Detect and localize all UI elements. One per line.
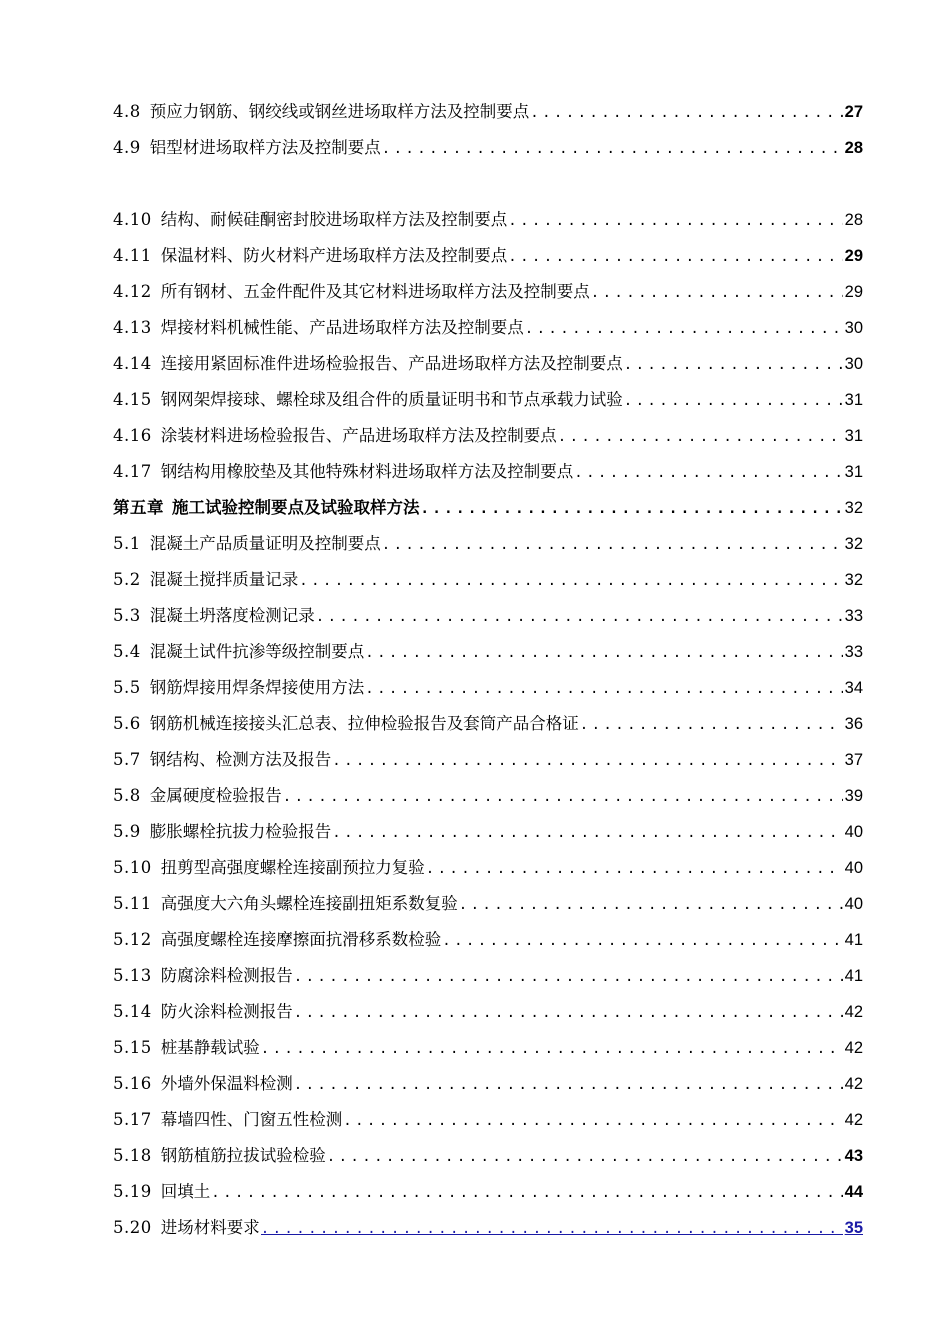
toc-entry-title: 进场材料要求: [160, 1218, 260, 1237]
toc-entry-title: 回填土: [160, 1182, 211, 1201]
toc-page-number: 31: [844, 463, 863, 481]
toc-entry-4-11[interactable]: [113, 242, 863, 270]
dot-leader: [459, 891, 843, 919]
dot-leader: [294, 1071, 843, 1099]
toc-entry-title: 混凝土试件抗渗等级控制要点: [149, 642, 365, 661]
dot-leader: [508, 207, 842, 235]
toc-entry-5-5[interactable]: [113, 674, 863, 702]
dot-leader: [332, 747, 842, 775]
toc-entry-5-15[interactable]: [113, 1034, 863, 1062]
toc-entry-4-9[interactable]: [113, 134, 863, 162]
toc-page-number: 28: [844, 139, 863, 157]
toc-entry-title: 结构、耐候硅酮密封胶进场取样方法及控制要点: [160, 210, 508, 229]
toc-entry-title: 预应力钢筋、钢绞线或钢丝进场取样方法及控制要点: [149, 102, 530, 121]
toc-entry-5-3[interactable]: [113, 602, 863, 630]
toc-page-number: 33: [844, 607, 863, 625]
toc-entry-number: 5.19: [113, 1182, 152, 1201]
toc-entry-title: 钢结构、检测方法及报告: [149, 750, 332, 769]
toc-entry-5-7[interactable]: [113, 746, 863, 774]
toc-entry-title: 焊接材料机械性能、产品进场取样方法及控制要点: [160, 318, 524, 337]
dot-leader: [261, 1035, 843, 1063]
toc-entry-number: 5.5: [113, 678, 141, 697]
toc-entry-title: 幕墙四性、门窗五性检测: [160, 1110, 343, 1129]
toc-entry-5-9[interactable]: [113, 818, 863, 846]
toc-entry-number: 4.17: [113, 462, 152, 481]
toc-entry-title: 混凝土产品质量证明及控制要点: [149, 534, 381, 553]
toc-entry-number: 4.16: [113, 426, 152, 445]
toc-entry-title: 钢网架焊接球、螺栓球及组合件的质量证明书和节点承载力试验: [160, 390, 623, 409]
toc-entry-4-13[interactable]: [113, 314, 863, 342]
toc-entry-number: 4.13: [113, 318, 152, 337]
dot-leader: [591, 279, 843, 307]
toc-entry-5-13[interactable]: [113, 962, 863, 990]
toc-entry-number: 5.11: [113, 894, 152, 913]
toc-entry-number: 5.7: [113, 750, 141, 769]
toc-entry-title: 混凝土搅拌质量记录: [149, 570, 299, 589]
toc-chapter-title: 施工试验控制要点及试验取样方法: [172, 498, 420, 517]
toc-entry-5-16[interactable]: [113, 1070, 863, 1098]
toc-entry-number: 5.2: [113, 570, 141, 589]
toc-page-number: 27: [844, 103, 863, 121]
toc-page-number: 40: [844, 895, 863, 913]
toc-page-number: 40: [844, 859, 863, 877]
toc-page-number: 36: [844, 715, 863, 733]
toc-page-number-link[interactable]: 35: [844, 1219, 863, 1237]
toc-entry-title: 扭剪型高强度螺栓连接副预拉力复验: [160, 858, 425, 877]
toc-page-number: 29: [844, 247, 863, 265]
toc-page-number: 32: [844, 535, 863, 553]
toc-page-number: 42: [844, 1039, 863, 1057]
toc-entry-number: 5.17: [113, 1110, 152, 1129]
toc-entry-title: 保温材料、防火材料产进场取样方法及控制要点: [160, 246, 508, 265]
toc-entry-number: 4.9: [113, 138, 141, 157]
toc-entry-number: 5.13: [113, 966, 152, 985]
toc-entry-5-19[interactable]: [113, 1178, 863, 1206]
toc-entry-title: 防火涂料检测报告: [160, 1002, 293, 1021]
dot-leader: [426, 855, 843, 883]
toc-page-number: 30: [844, 355, 863, 373]
toc-entry-number: 5.12: [113, 930, 152, 949]
dot-leader: [382, 531, 843, 559]
toc-entry-title: 金属硬度检验报告: [149, 786, 282, 805]
toc-entry-5-20[interactable]: [113, 1214, 863, 1242]
toc-entry-title: 高强度大六角头螺栓连接副扭矩系数复验: [160, 894, 458, 913]
toc-page-number: 41: [844, 931, 863, 949]
toc-entry-5-14[interactable]: [113, 998, 863, 1026]
toc-entry-title: 钢筋植筋拉拔试验检验: [160, 1146, 326, 1165]
toc-page-number: 42: [844, 1075, 863, 1093]
dot-leader: [316, 603, 843, 631]
dot-leader: [558, 423, 843, 451]
toc-entry-number: 5.18: [113, 1146, 152, 1165]
toc-chapter-5[interactable]: [113, 494, 863, 522]
toc-entry-5-2[interactable]: [113, 566, 863, 594]
toc-entry-number: 5.15: [113, 1038, 152, 1057]
toc-chapter-number: 第五章: [113, 498, 164, 517]
dot-leader: [382, 135, 843, 163]
toc-page-number: 44: [844, 1183, 863, 1201]
toc-entry-number: 5.1: [113, 534, 141, 553]
toc-entry-number: 5.14: [113, 1002, 152, 1021]
toc-page-number: 41: [844, 967, 863, 985]
toc-entry-title: 涂装材料进场检验报告、产品进场取样方法及控制要点: [160, 426, 557, 445]
toc-entry-title: 桩基静载试验: [160, 1038, 260, 1057]
toc-entry-number: 5.3: [113, 606, 141, 625]
toc-entry-title: 连接用紧固标准件进场检验报告、产品进场取样方法及控制要点: [160, 354, 623, 373]
toc-entry-title: 高强度螺栓连接摩擦面抗滑移系数检验: [160, 930, 442, 949]
dot-leader: [580, 711, 843, 739]
toc-page-number: 33: [844, 643, 863, 661]
toc-entry-number: 4.15: [113, 390, 152, 409]
toc-entry-number: 5.8: [113, 786, 141, 805]
toc-entry-number: 5.20: [113, 1218, 152, 1237]
dot-leader: [294, 963, 843, 991]
dot-leader: [574, 459, 842, 487]
toc-entry-title: 混凝土坍落度检测记录: [149, 606, 315, 625]
toc-entry-title: 外墙外保温料检测: [160, 1074, 293, 1093]
toc-entry-4-8[interactable]: [113, 98, 863, 126]
toc-entry-title: 钢结构用橡胶垫及其他特殊材料进场取样方法及控制要点: [160, 462, 574, 481]
toc-entry-number: 4.14: [113, 354, 152, 373]
toc-page-number: 31: [844, 427, 863, 445]
toc-entry-number: 4.10: [113, 210, 152, 229]
toc-entry-5-12[interactable]: [113, 926, 863, 954]
toc-entry-5-11[interactable]: [113, 890, 863, 918]
dot-leader: [294, 999, 843, 1027]
dot-leader: [624, 387, 843, 415]
dot-leader: [327, 1143, 843, 1171]
toc-entry-4-14[interactable]: [113, 350, 863, 378]
toc-entry-number: 5.4: [113, 642, 141, 661]
dot-leader-link[interactable]: [261, 1215, 843, 1243]
toc-entry-number: 5.6: [113, 714, 141, 733]
toc-page-number: 43: [844, 1147, 863, 1165]
toc-entry-title: 铝型材进场取样方法及控制要点: [149, 138, 381, 157]
toc-page-number: 42: [844, 1111, 863, 1129]
dot-leader: [508, 243, 842, 271]
toc-page-number: 37: [844, 751, 863, 769]
dot-leader: [332, 819, 842, 847]
toc-entry-number: 4.11: [113, 246, 152, 265]
toc-page-number: 32: [844, 571, 863, 589]
toc-entry-4-10[interactable]: [113, 206, 863, 234]
toc-page-number: 29: [844, 283, 863, 301]
toc-entry-number: 5.16: [113, 1074, 152, 1093]
toc-page-number: 31: [844, 391, 863, 409]
toc-entry-title: 所有钢材、五金件配件及其它材料进场取样方法及控制要点: [160, 282, 590, 301]
toc-entry-4-15[interactable]: [113, 386, 863, 414]
toc-entry-4-17[interactable]: [113, 458, 863, 486]
toc-page-number: 32: [844, 499, 863, 517]
dot-leader: [525, 315, 843, 343]
toc-entry-4-12[interactable]: [113, 278, 863, 306]
dot-leader: [530, 99, 842, 127]
toc-entry-5-17[interactable]: [113, 1106, 863, 1134]
toc-entry-title: 膨胀螺栓抗拔力检验报告: [149, 822, 332, 841]
toc-page-number: 39: [844, 787, 863, 805]
toc-page-number: 40: [844, 823, 863, 841]
dot-leader: [365, 639, 842, 667]
dot-leader: [343, 1107, 842, 1135]
toc-entry-title: 钢筋焊接用焊条焊接使用方法: [149, 678, 365, 697]
toc-page-number: 42: [844, 1003, 863, 1021]
dot-leader: [365, 675, 842, 703]
dot-leader: [283, 783, 843, 811]
toc-entry-number: 5.10: [113, 858, 152, 877]
toc-entry-number: 5.9: [113, 822, 141, 841]
dot-leader: [442, 927, 842, 955]
dot-leader: [624, 351, 843, 379]
toc-entry-5-18[interactable]: [113, 1142, 863, 1170]
toc-page-number: 28: [844, 211, 863, 229]
toc-entry-title: 防腐涂料检测报告: [160, 966, 293, 985]
toc-entry-4-16[interactable]: [113, 422, 863, 450]
toc-entry-5-10[interactable]: [113, 854, 863, 882]
toc-entry-5-6[interactable]: [113, 710, 863, 738]
toc-entry-5-1[interactable]: [113, 530, 863, 558]
toc-entry-5-8[interactable]: [113, 782, 863, 810]
toc-entry-5-4[interactable]: [113, 638, 863, 666]
toc-page-number: 34: [844, 679, 863, 697]
toc-page-number: 30: [844, 319, 863, 337]
dot-leader: [421, 495, 843, 523]
toc-entry-number: 4.12: [113, 282, 152, 301]
toc-entry-number: 4.8: [113, 102, 141, 121]
dot-leader: [299, 567, 842, 595]
toc-entry-title: 钢筋机械连接接头汇总表、拉伸检验报告及套筒产品合格证: [149, 714, 579, 733]
dot-leader: [211, 1179, 842, 1207]
